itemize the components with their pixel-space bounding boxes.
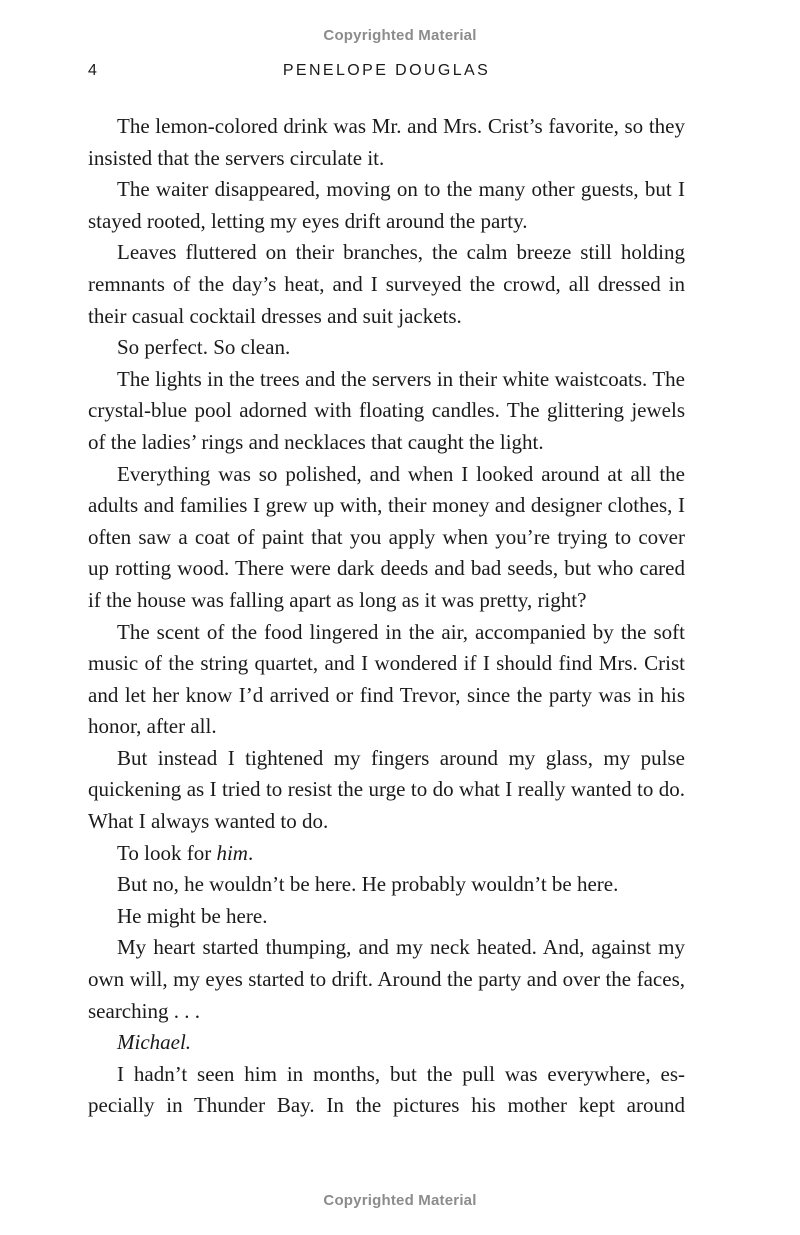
paragraph: The scent of the food lingered in the air, accompanied by the soft music of the string quartet, and I wondered if I should find Mrs. Crist and let her know I’d arrived or find Trevor, since the party was in his honor, after all.	[88, 619, 685, 739]
paragraph: I hadn’t seen him in months, but the pull was everywhere, especially in Thunder Bay. In the pictures his mother kept around	[88, 1061, 685, 1118]
paragraph: He might be here.	[117, 903, 268, 928]
paragraph: But no, he wouldn’t be here. He probably wouldn’t be here.	[117, 872, 619, 897]
book-body-text	[88, 111, 685, 1122]
emphasis-him: him	[216, 840, 248, 865]
paragraph: But instead I tightened my fingers around my glass, my pulse quickening as I tried to resist the urge to do what I really wanted to do. What I always wanted to do.	[88, 745, 685, 834]
paragraph-look-for-him	[88, 838, 685, 870]
look-for-prefix: To look for	[117, 840, 217, 865]
paragraph: The waiter disappeared, moving on to the many other guests, but I stayed rooted, letting my eyes drift around the party.	[88, 177, 685, 233]
emphasis-michael: Michael.	[117, 1030, 192, 1055]
running-head	[88, 62, 685, 86]
paragraph: Leaves fluttered on their branches, the calm breeze still holding remnants of the day’s heat, and I surveyed the crowd, all dressed in their casual cocktail dresses and suit jackets.	[88, 240, 685, 328]
paragraph: The lights in the trees and the servers in their white waistcoats. The crystal-blue pool adorned with floating candles. The glittering jewels of the ladies’ rings and necklaces that caught the light.	[88, 366, 685, 454]
paragraph: The lemon-colored drink was Mr. and Mrs. Crist’s favorite, so they insisted that the servers circulate it.	[88, 114, 685, 170]
paragraph: Everything was so polished, and when I looked around at all the adults and families I grew up with, their money and designer clothes, I often saw a coat of paint that you apply when you’re trying to cover up rotting wood. There were dark deeds and bad seeds, but who cared if the house was falling apart as long as it was pretty, right?	[88, 461, 685, 612]
page-number: 4	[88, 62, 98, 79]
look-for-suffix: .	[247, 840, 254, 865]
paragraph: My heart started thumping, and my neck heated. And, against my own will, my eyes started to drift. Around the party and over the faces, searching . . .	[88, 935, 685, 1023]
author-name: PENELOPE DOUGLAS	[282, 62, 491, 79]
paragraph-michael	[88, 1027, 685, 1059]
copyright-watermark-bottom: Copyrighted Material	[323, 1192, 477, 1209]
paragraph: So perfect. So clean.	[117, 335, 291, 360]
copyright-watermark-top: Copyrighted Material	[323, 27, 477, 44]
